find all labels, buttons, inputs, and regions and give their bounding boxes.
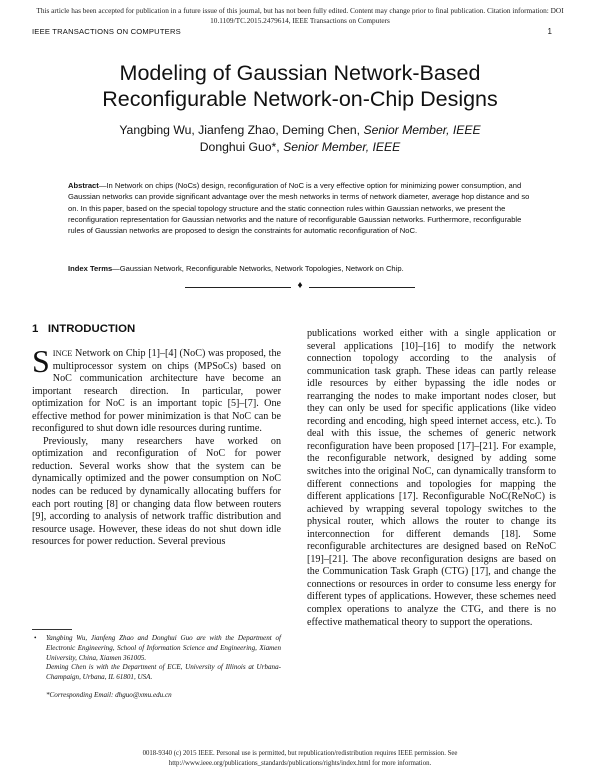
author-role-1: Senior Member, IEEE	[363, 123, 481, 137]
section-heading	[32, 323, 135, 335]
bullet-icon: •	[34, 634, 37, 642]
left-column	[32, 343, 281, 549]
publication-notice: This article has been accepted for publication in a future issue of this journal, but has not been fully edited. Content may change prior to final publication. Citation information: DOI 10.1109/TC.2015.2479614, IEEE Transactions on Computers	[36, 6, 564, 25]
index-terms	[68, 263, 538, 274]
footer-line-2: http://www.ieee.org/publications_standards/publications/rights/index.html for more information.	[168, 759, 432, 767]
corresponding-email: *Corresponding Email: dhguo@xmu.edu.cn	[46, 690, 172, 699]
footnote-2-text: Deming Chen is with the Department of ECE, University of Illinois at Urbana-Champaign, Urbana, IL 61801, USA.	[46, 663, 281, 682]
footnote-1	[32, 634, 281, 663]
section-number: 1	[32, 323, 39, 335]
drop-cap: S	[32, 343, 50, 379]
running-header-journal: IEEE TRANSACTIONS ON COMPUTERS	[32, 27, 181, 36]
footnote-2	[32, 663, 281, 683]
footer-line-1: 0018-9340 (c) 2015 IEEE. Personal use is permitted, but republication/redistribution requires IEEE permission. See	[142, 750, 458, 757]
intro-smallcaps: INCE	[52, 349, 73, 358]
page-number: 1	[547, 27, 552, 36]
authors-line-2: Donghui Guo*,	[199, 140, 280, 154]
footnote-1-text: Yangbing Wu, Jianfeng Zhao and Donghui Guo are with the Department of Electronic Engineering, School of Information Science and Engineering, Xiamen University, China, Xiamen 361005.	[46, 634, 281, 662]
authors-line-1: Yangbing Wu, Jianfeng Zhao, Deming Chen,	[119, 123, 361, 137]
intro-paragraph-1-text: Network on Chip [1]–[4] (NoC) was proposed, the multiprocessor system on chips (MPSoCs) based on NoC communication architecture have become an important research direction. In particular, power optimization for NoC is an important topic [5]–[7]. One effective method for power minimization is that NoC can be reconfigured to shut down idle resources during runtime.	[32, 348, 281, 435]
copyright-footer	[0, 749, 600, 768]
title-line-1: Modeling of Gaussian Network-Based	[119, 61, 481, 85]
section-divider	[185, 280, 415, 291]
section-title: INTRODUCTION	[47, 323, 136, 335]
title-line-2: Reconfigurable Network-on-Chip Designs	[102, 87, 498, 111]
right-column	[307, 328, 556, 629]
author-role-2: Senior Member, IEEE	[283, 140, 401, 154]
index-terms-label: Index Terms	[68, 264, 113, 273]
intro-paragraph-2: Previously, many researchers have worked on optimization and reconfiguration of NoC for power reduction. Several works show that the system can be dynamically optimized and the power consumption on NoC nodes can be reduced by dynamically allocating buffers for each port routing [8] or changing data flow between routers [9], according to analysis of network traffic distribution and resource usage. However, these ideas do not shut down idle resources for power reduction. Several previous	[32, 435, 281, 548]
author-list	[0, 122, 600, 156]
divider-diamond-icon: ♦	[297, 280, 303, 291]
abstract	[68, 180, 536, 236]
paper-title	[0, 60, 600, 112]
intro-paragraph-1	[32, 343, 281, 436]
abstract-text: —In Network on chips (NoCs) design, reconfiguration of NoC is a very effective option for minimizing power consumption, and Gaussian networks can provide significant advantage over the mesh networks in terms of network diameter, average hop distance and so on. In this paper, based on the special topology structure and the static connection rules within Gaussian networks, we present the reconfiguration representation for Gaussian networks and the nature of reconfigurable Gaussian networks. Furthermore, reconfigurable rules of Gaussian networks are proposed to design the constraints for automatic reconfiguration of NoC.	[68, 181, 530, 236]
index-terms-text: —Gaussian Network, Reconfigurable Networks, Network Topologies, Network on Chip.	[112, 264, 404, 273]
footnote-rule	[32, 629, 72, 630]
abstract-label: Abstract	[68, 181, 99, 190]
right-column-paragraph: publications worked either with a single application or several applications [10]–[16] to modify the network connection topology according to the analysis of communication task graph. These ideas can partly release idle resources by either bypassing the idle nodes or rearranging the nodes to make important nodes closer, but they can only be used for specific applications (like video recording and encoding, high speed internet access, etc.). To deal with this issue, the schemes of generic network reconfiguration have been proposed [17]–[21]. For example, the reconfigurable network, designed by adding some switches into the original NoC, can dynamically transform to different connections and topologies for mapping the different applications [17]. Reconfigurable NoC(ReNoC) is achieved by wrapping several topology switches to the physical router, which allows the router to change its interconnection for different demands [18]. Some reconfigurable architectures are designed based on ReNoC [19]–[21]. The above reconfiguration designs are based on the Communication Task Graph (CTG) [17], and change the connections or resources in order to consume less energy for different types of applications. However, these schemes need complex operations to analyze the CTG, and there is no effective mathematical theory to support the operations.	[307, 328, 556, 628]
footnotes	[32, 634, 281, 701]
